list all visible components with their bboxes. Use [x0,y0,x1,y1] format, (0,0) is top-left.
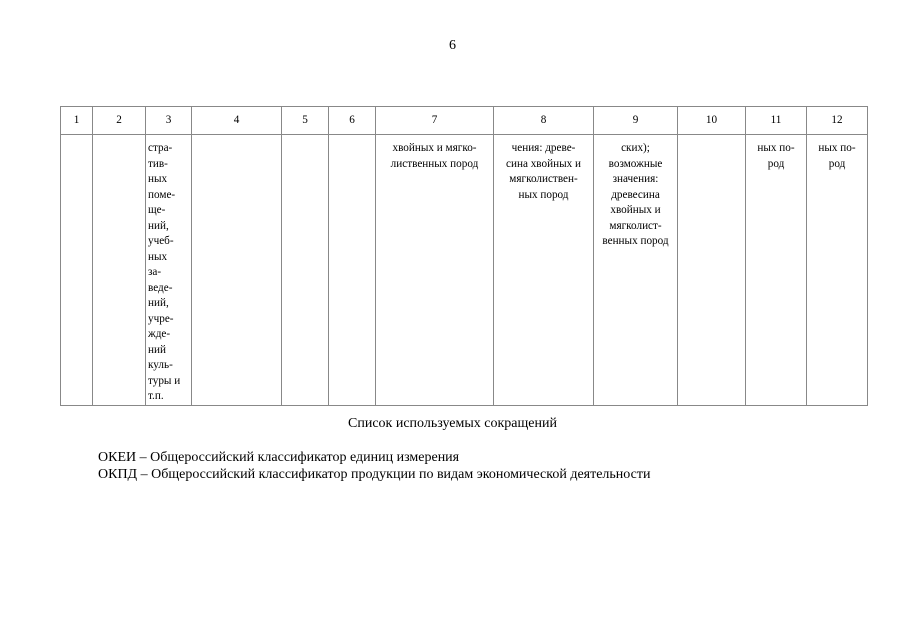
cell-text: стра- тив- ных поме- ще- ний, учеб- ных за- веде- ний, учре- жде- ний куль- туры и т.п. [148,142,181,402]
table-cell [192,135,282,406]
column-header: 5 [282,107,329,135]
column-header: 10 [678,107,746,135]
column-header: 1 [61,107,93,135]
cell-text: чения: древе- сина хвойных и мягколиствен- ных пород [506,142,581,201]
column-header: 4 [192,107,282,135]
column-header: 3 [146,107,192,135]
table-cell [807,135,868,406]
table-cell [376,135,494,406]
abbreviations-caption: Список используемых сокращений [348,416,557,431]
cell-text: ных по- род [757,142,795,170]
column-header: 2 [93,107,146,135]
table-cell [678,135,746,406]
abbreviations-list [98,449,650,483]
cell-text: ных по- род [818,142,856,170]
table-cell [329,135,376,406]
classifier-table [60,106,868,406]
cell-text: ских); возможные значения: древесина хвойных и мягколист- венных пород [602,142,669,247]
table-cell [282,135,329,406]
column-header: 7 [376,107,494,135]
abbreviation-item: ОКЕИ – Общероссийский классификатор единиц измерения [98,450,460,465]
abbreviation-item: ОКПД – Общероссийский классификатор продукции по видам экономической деятельности [98,467,651,482]
column-header: 8 [494,107,594,135]
table-cell [494,135,594,406]
column-header: 9 [594,107,678,135]
column-header: 6 [329,107,376,135]
table-header-row [61,107,868,135]
table-cell [746,135,807,406]
column-header: 11 [746,107,807,135]
cell-text: хвойных и мягко- лиственных пород [390,142,479,170]
table-cell [61,135,93,406]
table-row [61,135,868,406]
table-cell [594,135,678,406]
column-header: 12 [807,107,868,135]
table-cell [146,135,192,406]
table-cell [93,135,146,406]
page-number: 6 [449,38,456,53]
